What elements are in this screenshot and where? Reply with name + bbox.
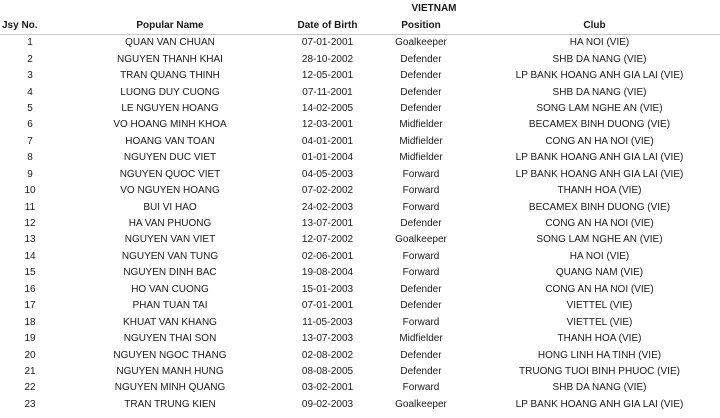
popular-name-cell: NGUYEN QUOC VIET [119, 168, 221, 180]
jersey-no-cell: 12 [24, 218, 36, 230]
table-row [0, 380, 720, 396]
table-row [0, 232, 720, 248]
position-cell: Defender [400, 53, 442, 65]
popular-name-cell: HA VAN PHUONG [128, 218, 212, 230]
position-cell: Goalkeeper [395, 37, 447, 49]
popular-name-cell: VO NGUYEN HOANG [120, 185, 220, 197]
club-cell: TRUONG TUOI BINH PHUOC (VIE) [519, 365, 680, 377]
popular-name-cell: NGUYEN DINH BAC [123, 267, 217, 279]
squad-table [0, 17, 720, 413]
popular-name-cell: KHUAT VAN KHANG [123, 316, 217, 328]
jersey-no-cell: 21 [24, 365, 36, 377]
popular-name-cell: HO VAN CUONG [131, 283, 209, 295]
date-of-birth-cell: 15-01-2003 [301, 283, 354, 295]
position-cell: Midfielder [399, 119, 443, 131]
jersey-no-cell: 4 [27, 86, 33, 98]
header-date-of-birth: Date of Birth [280, 17, 375, 35]
player-rows [0, 35, 720, 414]
table-row [0, 331, 720, 347]
club-cell: LP BANK HOANG ANH GIA LAI (VIE) [515, 152, 684, 164]
date-of-birth-cell: 11-05-2003 [302, 316, 353, 328]
table-row [0, 216, 720, 232]
date-of-birth-cell: 19-08-2004 [301, 267, 354, 279]
table-row [0, 347, 720, 363]
position-cell: Forward [402, 267, 440, 279]
jersey-no-cell: 6 [27, 119, 33, 131]
club-cell: CONG AN HA NOI (VIE) [545, 135, 654, 147]
club-cell: SHB DA NANG (VIE) [552, 53, 647, 65]
date-of-birth-cell: 09-02-2003 [301, 398, 354, 410]
date-of-birth-cell: 13-07-2001 [301, 218, 354, 230]
table-row [0, 117, 720, 133]
jersey-no-cell: 5 [27, 102, 33, 114]
jersey-no-cell: 8 [27, 152, 33, 164]
popular-name-cell: BUI VI HAO [143, 201, 197, 213]
club-cell: THANH HOA (VIE) [557, 185, 642, 197]
table-row [0, 150, 720, 166]
date-of-birth-cell: 13-07-2003 [301, 333, 354, 345]
club-cell: BECAMEX BINH DUONG (VIE) [528, 201, 671, 213]
table-row [0, 35, 720, 52]
team-title: VIETNAM [411, 3, 457, 14]
position-cell: Forward [402, 185, 440, 197]
position-cell: Defender [400, 365, 442, 377]
club-cell: SONG LAM NGHE AN (VIE) [536, 234, 663, 246]
popular-name-cell: NGUYEN THANH KHAI [117, 53, 223, 65]
position-cell: Defender [400, 70, 442, 82]
jersey-no-cell: 2 [27, 53, 33, 65]
jersey-no-cell: 11 [24, 201, 36, 213]
jersey-no-cell: 16 [24, 283, 36, 295]
date-of-birth-cell: 12-05-2001 [301, 70, 354, 82]
club-cell: VIETTEL (VIE) [566, 316, 633, 328]
jersey-no-cell: 13 [24, 234, 36, 246]
club-cell: CONG AN HA NOI (VIE) [545, 218, 654, 230]
date-of-birth-cell: 12-07-2002 [301, 234, 354, 246]
jersey-no-cell: 17 [24, 300, 36, 312]
date-of-birth-cell: 02-08-2002 [301, 349, 354, 361]
date-of-birth-cell: 02-06-2001 [301, 250, 354, 262]
table-row [0, 364, 720, 380]
table-row [0, 183, 720, 199]
position-cell: Goalkeeper [395, 398, 447, 410]
table-row [0, 397, 720, 413]
popular-name-cell: TRAN QUANG THINH [120, 70, 220, 82]
position-cell: Defender [400, 86, 442, 98]
popular-name-cell: NGUYEN MANH HUNG [116, 365, 224, 377]
jersey-no-cell: 9 [27, 168, 33, 180]
table-row [0, 298, 720, 314]
jersey-no-cell: 7 [27, 135, 33, 147]
date-of-birth-cell: 07-01-2001 [301, 37, 354, 49]
jersey-no-cell: 10 [24, 185, 36, 197]
club-cell: HA NOI (VIE) [569, 37, 630, 49]
club-cell: QUANG NAM (VIE) [555, 267, 644, 279]
position-cell: Goalkeeper [395, 234, 447, 246]
club-cell: LP BANK HOANG ANH GIA LAI (VIE) [515, 168, 684, 180]
position-cell: Forward [402, 250, 440, 262]
popular-name-cell: TRAN TRUNG KIEN [124, 398, 216, 410]
position-cell: Forward [402, 316, 440, 328]
jersey-no-cell: 18 [24, 316, 36, 328]
date-of-birth-cell: 08-08-2005 [301, 365, 354, 377]
jersey-no-cell: 1 [27, 37, 33, 49]
popular-name-cell: LUONG DUY CUONG [120, 86, 220, 98]
jersey-no-cell: 22 [24, 382, 36, 394]
date-of-birth-cell: 01-01-2004 [301, 152, 354, 164]
date-of-birth-cell: 07-11-2001 [302, 86, 353, 98]
popular-name-cell: NGUYEN VAN VIET [124, 234, 216, 246]
popular-name-cell: NGUYEN THAI SON [123, 333, 217, 345]
popular-name-cell: LE NGUYEN HOANG [121, 102, 219, 114]
position-cell: Midfielder [399, 333, 443, 345]
club-cell: SONG LAM NGHE AN (VIE) [536, 102, 663, 114]
date-of-birth-cell: 04-01-2001 [301, 135, 354, 147]
date-of-birth-cell: 24-02-2003 [301, 201, 354, 213]
club-cell: THANH HOA (VIE) [557, 333, 642, 345]
table-row [0, 265, 720, 281]
date-of-birth-cell: 12-03-2001 [301, 119, 354, 131]
date-of-birth-cell: 14-02-2005 [301, 102, 354, 114]
header-popular-name: Popular Name [60, 17, 280, 35]
popular-name-cell: NGUYEN VAN TUNG [121, 250, 219, 262]
position-cell: Midfielder [399, 152, 443, 164]
popular-name-cell: NGUYEN NGOC THANG [113, 349, 227, 361]
date-of-birth-cell: 28-10-2002 [301, 53, 354, 65]
club-cell: HONG LINH HA TINH (VIE) [537, 349, 662, 361]
position-cell: Forward [402, 168, 440, 180]
table-row [0, 51, 720, 67]
table-row [0, 101, 720, 117]
popular-name-cell: HOANG VAN TOAN [125, 135, 215, 147]
position-cell: Forward [402, 382, 440, 394]
position-cell: Defender [400, 218, 442, 230]
club-cell: SHB DA NANG (VIE) [552, 382, 647, 394]
popular-name-cell: NGUYEN MINH QUANG [114, 382, 226, 394]
jersey-no-cell: 23 [24, 398, 36, 410]
header-jersey-no: Jsy No. [0, 17, 60, 35]
club-cell: LP BANK HOANG ANH GIA LAI (VIE) [515, 70, 684, 82]
table-row [0, 68, 720, 84]
date-of-birth-cell: 07-02-2002 [301, 185, 354, 197]
club-cell: VIETTEL (VIE) [566, 300, 633, 312]
club-cell: LP BANK HOANG ANH GIA LAI (VIE) [515, 398, 684, 410]
position-cell: Defender [400, 102, 442, 114]
popular-name-cell: VO HOANG MINH KHOA [113, 119, 227, 131]
header-club: Club [467, 17, 720, 35]
table-row [0, 84, 720, 100]
club-cell: CONG AN HA NOI (VIE) [545, 283, 654, 295]
jersey-no-cell: 15 [24, 267, 36, 279]
club-cell: SHB DA NANG (VIE) [552, 86, 647, 98]
jersey-no-cell: 3 [27, 70, 33, 82]
jersey-no-cell: 20 [24, 349, 36, 361]
position-cell: Forward [402, 201, 440, 213]
position-cell: Defender [400, 349, 442, 361]
popular-name-cell: QUAN VAN CHUAN [125, 37, 215, 49]
jersey-no-cell: 14 [24, 250, 36, 262]
club-cell: HA NOI (VIE) [569, 250, 630, 262]
date-of-birth-cell: 03-02-2001 [301, 382, 354, 394]
position-cell: Defender [400, 300, 442, 312]
position-cell: Defender [400, 283, 442, 295]
date-of-birth-cell: 04-05-2003 [301, 168, 354, 180]
table-row [0, 167, 720, 183]
jersey-no-cell: 19 [24, 333, 36, 345]
position-cell: Midfielder [399, 135, 443, 147]
table-row [0, 314, 720, 330]
table-row [0, 199, 720, 215]
popular-name-cell: PHAN TUAN TAI [132, 300, 208, 312]
date-of-birth-cell: 07-01-2001 [301, 300, 354, 312]
club-cell: BECAMEX BINH DUONG (VIE) [528, 119, 671, 131]
header-row [0, 17, 720, 35]
header-position: Position [375, 17, 467, 35]
table-row [0, 134, 720, 150]
table-row [0, 282, 720, 298]
table-row [0, 249, 720, 265]
popular-name-cell: NGUYEN DUC VIET [123, 152, 217, 164]
